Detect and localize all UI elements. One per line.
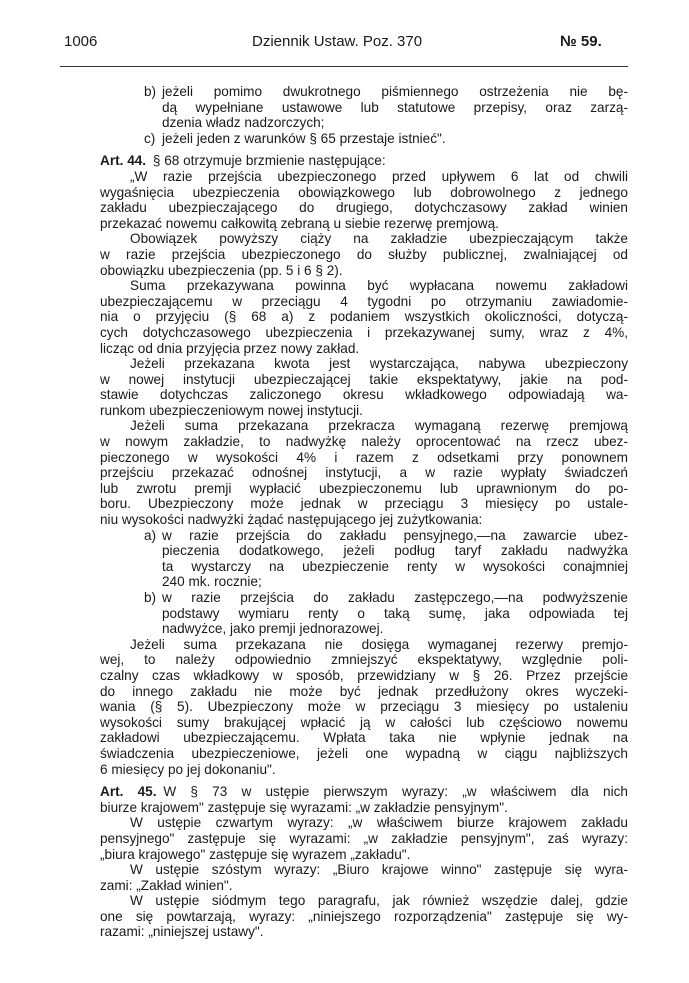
list-item [100, 84, 628, 131]
text-line: nia o przyjęciu (§ 68 a) z podaniem wszystkich okoliczności, dotyczą- [100, 309, 628, 325]
text-line: czalny czas wkładkowy w sposób, przewidziany w § 26. Przez przejście [100, 667, 628, 683]
text-line: do innego zakładu nie może być jednak przedłużony okres wyczeki- [100, 683, 628, 699]
article-text: W § 73 w ustępie pierwszym wyrazy: „w właściwem dla nich [163, 784, 628, 800]
text-line: biurze krajowem" zastępuje się wyrazami: „w zakładzie pensyjnym". [100, 799, 508, 815]
text-line: Jeżeli przekazana kwota jest wystarczająca, nabywa ubezpieczony [130, 356, 628, 372]
text-line: Jeżeli suma przekazana przekracza wymaganą rezerwę premjową [130, 418, 628, 434]
text-line: wania (§ 5). Ubezpieczony może w przeciągu 3 miesięcy po ustaleniu [100, 699, 628, 715]
item-body [162, 131, 628, 147]
text-line [100, 153, 628, 169]
text-line: zami: „Zakład winien". [100, 877, 233, 893]
paragraph [100, 356, 628, 418]
paragraph [100, 231, 628, 278]
text-line: licząc od dnia przyjęcia przez nowy zakład. [100, 340, 360, 356]
item-body [162, 84, 628, 131]
text-line: razami: „niniejszej ustawy". [100, 924, 264, 940]
paragraph [100, 637, 628, 777]
text-line: niu wysokości nadwyżki żądać następującego jej zużytkowania: [100, 512, 483, 528]
text-line: nadwyżce, jako premji jednorazowej. [162, 621, 384, 637]
text-line: W ustępie siódmym tego paragrafu, jak również wszędzie dalej, gdzie [130, 893, 628, 909]
text-line: pieczonego w wysokości 4% i razem z odsetkami przy ponownem [100, 449, 628, 465]
text-line: zakładu ubezpieczającego do drugiego, dotychczasowy zakład winien [100, 200, 628, 216]
item-label: b) [144, 84, 157, 99]
text-line: „W razie przejścia ubezpieczonego przed upływem 6 lat od chwili [130, 168, 628, 184]
item-body [162, 528, 628, 590]
text-line: podstawy wymiaru renty o taką sumę, jaka odpowiada tej [162, 605, 628, 621]
list-item [100, 528, 628, 590]
paragraph [100, 418, 628, 527]
item-label: a) [144, 527, 157, 543]
article-label: Art. 44. [100, 153, 147, 169]
text-line [100, 784, 628, 800]
paragraph [100, 278, 628, 356]
text-line: one się powtarzają, wyrazy: „niniejszego rozporządzenia" zastępuje się wy- [100, 908, 628, 924]
text-line: w razie przejścia do zakładu zastępczego,—na podwyższenie [162, 590, 628, 605]
text-line: wygaśnięcia ubezpieczenia obowiązkowego lub dobrowolnego z jednego [100, 184, 628, 200]
paragraph [100, 862, 628, 893]
text-line: W ustępie czwartym wyrazy: „w właściwem biurze krajowem zakładu [130, 815, 628, 831]
article-label: Art. 45. [100, 784, 157, 800]
text-line: jeżeli jeden z warunków § 65 przestaje istnieć". [162, 130, 446, 146]
text-line: w razie przejścia ubezpieczonego do służby publicznej, zwalniającej od [100, 246, 628, 262]
text-line: boru. Ubezpieczony może jednak w przeciągu 3 miesięcy po ustale- [100, 496, 628, 512]
text-line: w razie przejścia do zakładu pensyjnego,—na zawarcie ubez- [162, 527, 628, 543]
text-line: lub zwrotu premji wypłacić ubezpieczonemu lub uprawnionym do po- [100, 480, 628, 496]
text-line: dzenia władz nadzorczych; [162, 115, 325, 131]
document-body [100, 84, 628, 940]
text-line: jeżeli pomimo dwukrotnego piśmiennego ostrzeżenia nie bę- [162, 84, 628, 99]
text-line: pieczenia dodatkowego, jeżeli podług taryf zakładu nadwyżka [162, 543, 628, 559]
text-line: w nowym zakładzie, to nadwyżkę należy oprocentować na rzecz ubez- [100, 434, 628, 450]
text-line: 6 miesięcy po jej dokonaniu". [100, 761, 276, 777]
text-line: stawie dotychczas zaliczonego okresu wkładkowego odpowiadają wa- [100, 387, 628, 403]
text-line: Jeżeli suma przekazana nie dosięga wymaganej rezerwy premjo- [130, 636, 628, 652]
text-line: runkom ubezpieczeniowym nowej instytucji. [100, 402, 363, 418]
text-line: przekazać nowemu całkowitą zebraną u siebie rezerwę premjową. [100, 215, 499, 231]
article [100, 784, 628, 815]
text-line: 240 mk. rocznie; [162, 574, 262, 590]
page-number: 1006 [64, 33, 98, 50]
item-label: c) [144, 130, 156, 146]
text-line: dą wypełniane ustawowe lub statutowe przepisy, oraz zarzą- [162, 99, 628, 115]
text-line: ta wystarczy na ubezpieczenie renty w wysokości conajmniej [162, 558, 628, 574]
page-title: Dziennik Ustaw. Poz. 370 [252, 33, 423, 50]
item-label: b) [144, 590, 157, 605]
paragraph [100, 815, 628, 862]
header-rule [60, 66, 628, 67]
text-line: W ustępie szóstym wyrazy: „Biuro krajowe winno" zastępuje się wyra- [130, 862, 628, 878]
text-line: Suma przekazywana powinna być wypłacana nowemu zakładowi [130, 278, 628, 294]
item-body [162, 590, 628, 637]
text-line: wej, to należy odpowiednio zmniejszyć ekspektatywy, względnie poli- [100, 652, 628, 668]
article [100, 153, 628, 169]
text-line: obowiązku ubezpieczenia (pp. 5 i 6 § 2). [100, 262, 343, 278]
text-line: cych dotychczasowego ubezpieczenia i przekazywanej sumy, wraz z 4%, [100, 324, 628, 340]
text-line: pensyjnego" zastępuje się wyrazami: „w zakładzie pensyjnym", zaś wyrazy: [100, 830, 628, 846]
paragraph [100, 169, 628, 231]
list-item [100, 131, 628, 147]
text-line: w nowej instytucji ubezpieczającej takie ekspektatywy, jakie na pod- [100, 371, 628, 387]
issue-number: № 59. [560, 33, 602, 50]
text-line: wysokości sumy brakującej wpłacić ją w całości lub częściowo nowemu [100, 714, 628, 730]
text-line: przejściu przekazać odnośnej instytucji, a w razie wypłaty świadczeń [100, 465, 628, 481]
text-line: ubezpieczającemu w przeciągu 4 tygodni po otrzymaniu zawiadomie- [100, 293, 628, 309]
paragraph [100, 893, 628, 940]
text-line: Obowiązek powyższy ciąży na zakładzie ubezpieczającym także [130, 231, 628, 247]
text-line: świadczenia ubezpieczeniowe, jeżeli one wypadną w ciągu najbliższych [100, 745, 628, 761]
article-text: § 68 otrzymuje brzmienie następujące: [152, 153, 386, 169]
text-line: „biura krajowego" zastępuje się wyrazem „zakładu". [100, 846, 411, 862]
list-item [100, 590, 628, 637]
text-line: zakładowi ubezpieczającemu. Wpłata taka nie wpłynie jednak na [100, 730, 628, 746]
